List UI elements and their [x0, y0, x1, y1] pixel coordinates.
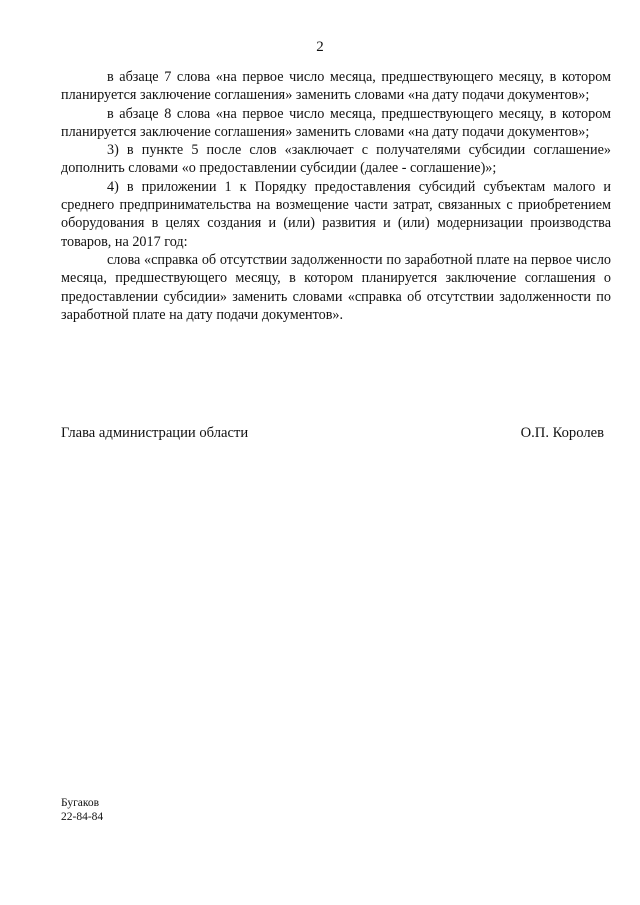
paragraph-replacement: слова «справка об отсутствии задолженности по заработной плате на первое число месяца, предшествующего месяцу, в котором планируется заключение соглашения о предоставлении субсидии» заменить словами «справка об отсутствии задолженности по заработной плате на дату подачи документов». — [61, 251, 611, 323]
paragraph-item-3: 3) в пункте 5 после слов «заключает с получателями субсидии соглашение» дополнить словами «о предоставлении субсидии (далее - соглашение)»; — [61, 142, 611, 177]
document-body — [61, 68, 611, 324]
paragraph-abzac-7: в абзаце 7 слова «на первое число месяца, предшествующего месяцу, в котором планируется заключение соглашения» заменить словами «на дату подачи документов»; — [61, 69, 611, 104]
executor-phone: 22-84-84 — [61, 811, 104, 823]
signature-block — [61, 424, 604, 442]
page-number: 2 — [316, 39, 324, 55]
executor-name: Бугаков — [61, 797, 100, 809]
executor-block — [61, 796, 103, 824]
paragraph-item-4: 4) в приложении 1 к Порядку предоставления субсидий субъектам малого и среднего предпринимательства на возмещение части затрат, связанных с приобретением оборудования в целях создания и (или) развития и (или) модернизации производства товаров, на 2017 год: — [61, 178, 611, 250]
paragraph-abzac-8: в абзаце 8 слова «на первое число месяца, предшествующего месяцу, в котором планируется заключение соглашения» заменить словами «на дату подачи документов»; — [61, 105, 611, 140]
signatory-position: Глава администрации области — [61, 425, 249, 441]
signatory-name: О.П. Королев — [520, 425, 604, 441]
